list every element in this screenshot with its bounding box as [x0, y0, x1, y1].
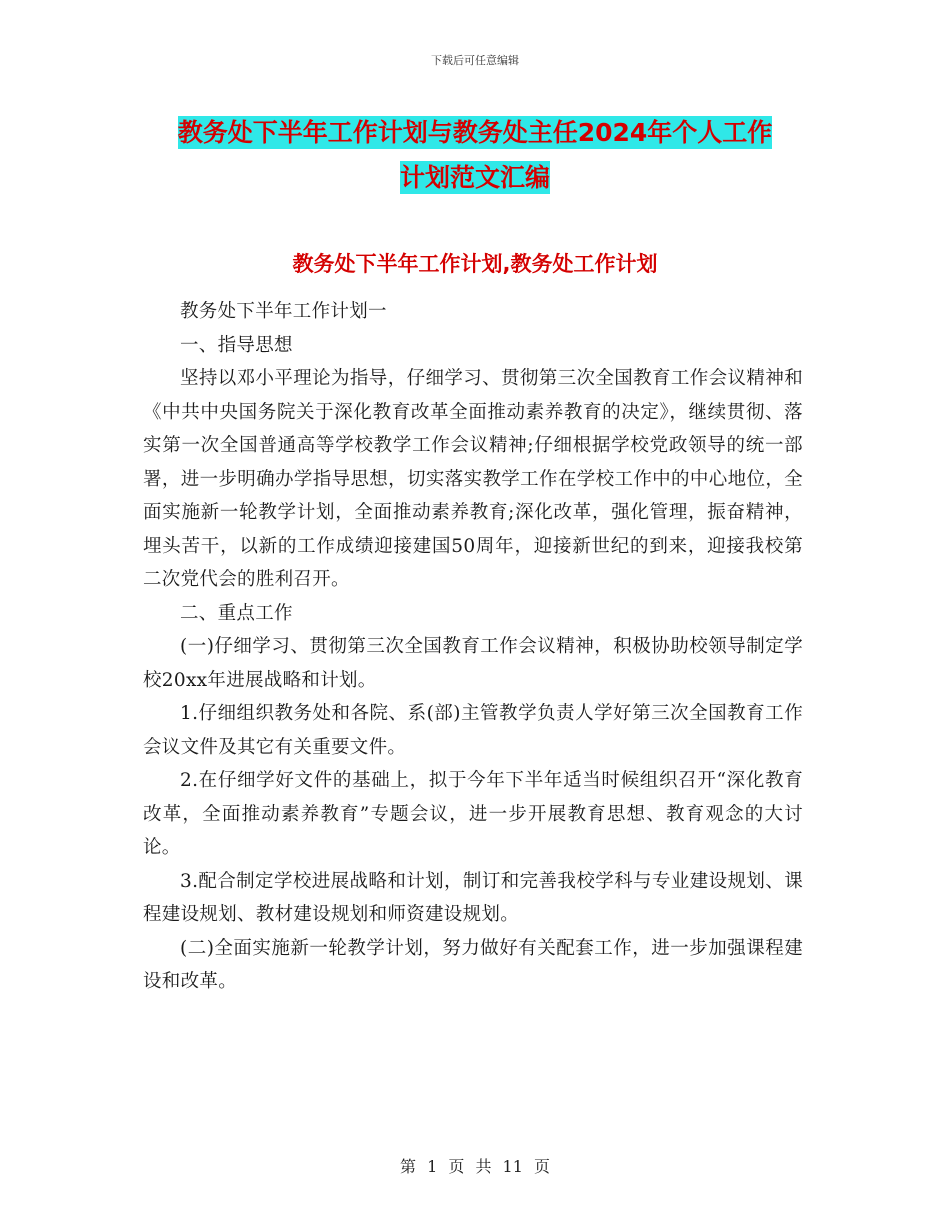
document-title	[0, 110, 950, 200]
paragraph: 坚持以邓小平理论为指导，仔细学习、贯彻第三次全国教育工作会议精神和《中共中央国务院关于深化教育改革全面推动素养教育的决定》，继续贯彻、落实第一次全国普通高等学校教学工作会议精神;仔细根据学校党政领导的统一部署，进一步明确办学指导思想，切实落实教学工作在学校工作中的中心地位，全面实施新一轮教学计划，全面推动素养教育;深化改革，强化管理，振奋精神，埋头苦干，以新的工作成绩迎接建国50周年，迎接新世纪的到来，迎接我校第二次党代会的胜利召开。	[143, 368, 803, 590]
paragraph: 教务处下半年工作计划一	[180, 301, 387, 322]
document-body	[143, 295, 803, 999]
paragraph: 1.仔细组织教务处和各院、系(部)主管教学负责人学好第三次全国教育工作会议文件及其它有关重要文件。	[143, 703, 803, 758]
section-subtitle: 教务处下半年工作计划,教务处工作计划	[292, 252, 658, 276]
header-note: 下载后可任意编辑	[431, 54, 519, 67]
page-number: 第 1 页 共 11 页	[400, 1157, 550, 1176]
paragraph: 一、指导思想	[180, 334, 293, 356]
paragraph: (二)全面实施新一轮教学计划，努力做好有关配套工作，进一步加强课程建设和改革。	[143, 937, 803, 992]
paragraph: 3.配合制定学校进展战略和计划，制订和完善我校学科与专业建设规划、课程建设规划、教材建设规划和师资建设规划。	[143, 870, 803, 925]
paragraph: (一)仔细学习、贯彻第三次全国教育工作会议精神，积极协助校领导制定学校20xx年进展战略和计划。	[143, 636, 803, 691]
title-line-2: 计划范文汇编	[399, 163, 550, 192]
paragraph: 二、重点工作	[180, 602, 293, 624]
paragraph: 2.在仔细学好文件的基础上，拟于今年下半年适当时候组织召开“深化教育改革，全面推动素养教育”专题会议，进一步开展教育思想、教育观念的大讨论。	[143, 770, 803, 858]
title-line-1: 教务处下半年工作计划与教务处主任2024年个人工作	[177, 118, 773, 147]
